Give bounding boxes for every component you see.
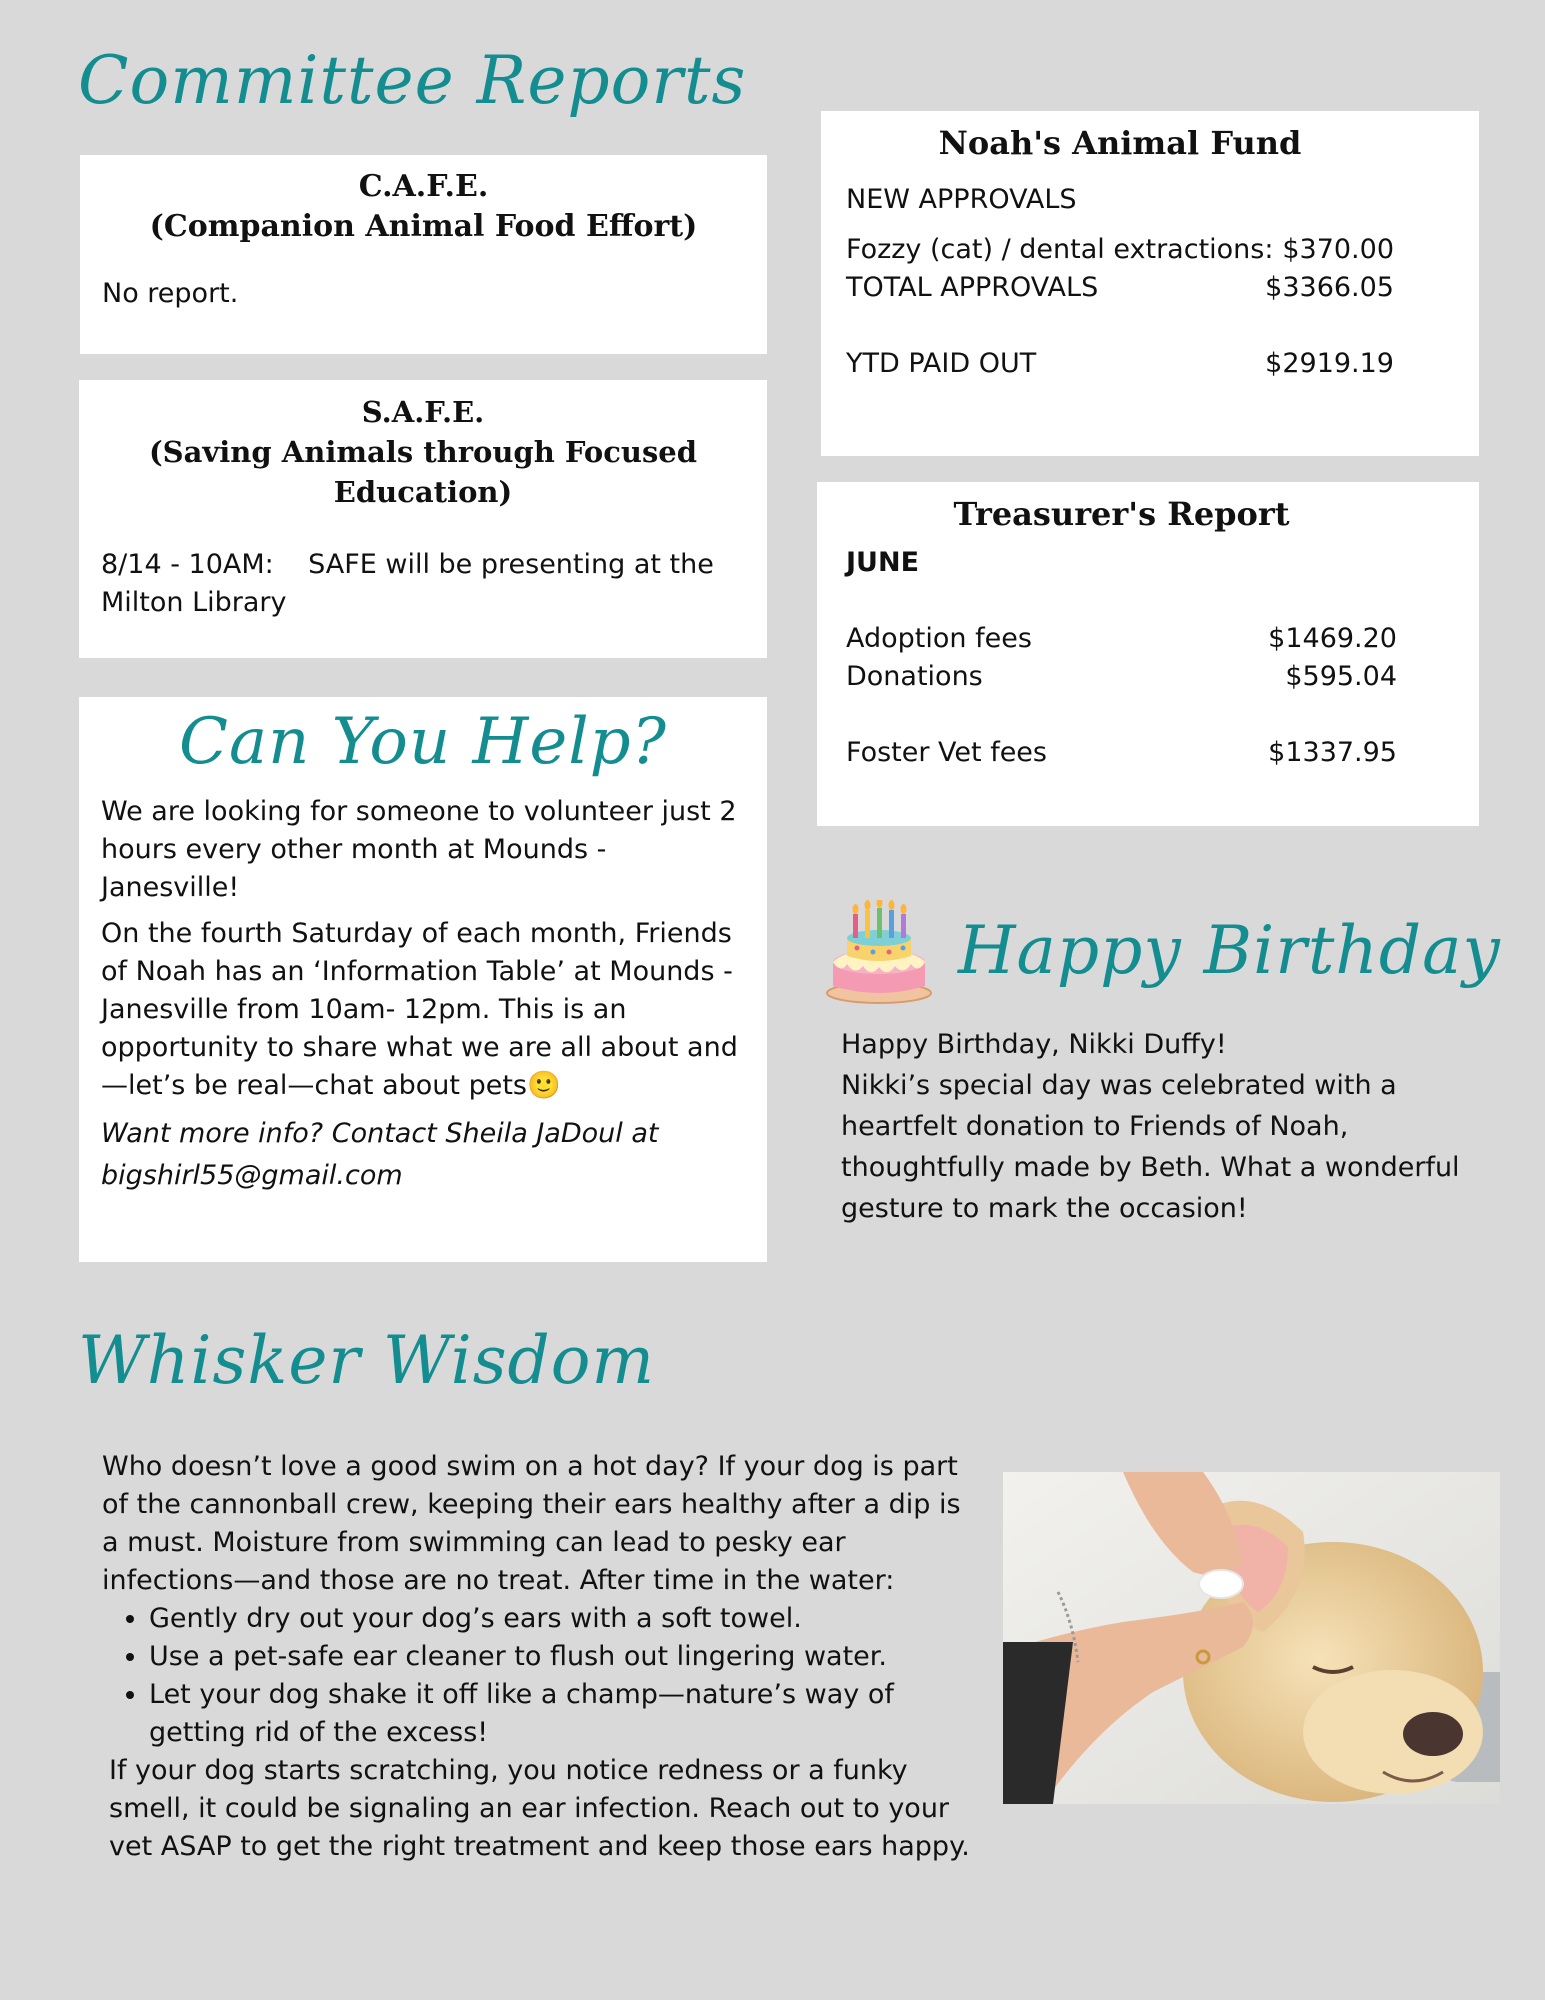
treasurer-foster-row (846, 734, 1397, 772)
birthday-message (841, 1024, 1481, 1229)
treasurer-row (846, 620, 1397, 658)
safe-title-line1: S.A.F.E. (361, 395, 485, 429)
fund-row-label: Fozzy (cat) / dental extractions: (846, 234, 1274, 265)
help-paragraph-2: On the fourth Saturday of each month, Friends of Noah has an ‘Information Table’ at Mounds - Janesville from 10am- 12pm. This is an opportunity to share what we are all about and—let’s be real—chat about pets🙂 (101, 918, 738, 1101)
whisker-wisdom-body (102, 1448, 982, 1866)
treasurer-foster-amount: $1337.95 (1268, 737, 1397, 768)
cafe-title (102, 167, 745, 247)
fund-row (846, 269, 1394, 307)
safe-title-line2: (Saving Animals through Focused Education) (148, 435, 698, 509)
list-item: • Use a pet-safe ear cleaner to flush out lingering water. (149, 1638, 982, 1676)
safe-card (79, 380, 767, 658)
cafe-card (80, 155, 767, 354)
cafe-body: No report. (102, 278, 239, 309)
treasurer-month: JUNE (846, 547, 920, 578)
treasurer-row-amount: $595.04 (1285, 661, 1397, 692)
fund-row (846, 231, 1394, 269)
committee-reports-heading: Committee Reports (78, 42, 747, 119)
safe-body: 8/14 - 10AM: SAFE will be presenting at the Milton Library (101, 549, 723, 618)
can-you-help-heading: Can You Help? (179, 705, 667, 779)
treasurer-row-label: Donations (846, 661, 983, 692)
help-contact: Want more info? Contact Sheila JaDoul at bigshirl55@gmail.com (101, 1118, 659, 1191)
birthday-body: Nikki’s special day was celebrated with a heartfelt donation to Friends of Noah, thoughtfully made by Beth. What a wonderful gesture to mark the occasion! (841, 1070, 1460, 1224)
list-item: • Let your dog shake it off like a champ—nature’s way of getting rid of the excess! (149, 1676, 982, 1752)
fund-ytd-label: YTD PAID OUT (846, 348, 1037, 379)
treasurer-title: Treasurer's Report (953, 495, 1290, 533)
treasurer-foster-label: Foster Vet fees (846, 737, 1047, 768)
fund-ytd-amount: $2919.19 (1265, 348, 1394, 379)
fund-row-amount: $3366.05 (1265, 272, 1394, 303)
treasurer-row-amount: $1469.20 (1268, 623, 1397, 654)
birthday-cake-icon (823, 900, 935, 1005)
cafe-title-line2: (Companion Animal Food Effort) (149, 209, 698, 244)
whisker-tips-list (102, 1600, 982, 1752)
animal-fund-card (821, 111, 1479, 456)
fund-new-approvals: NEW APPROVALS (846, 184, 1077, 215)
fund-title: Noah's Animal Fund (938, 124, 1302, 162)
whisker-closing: If your dog starts scratching, you notice redness or a funky smell, it could be signaling an ear infection. Reach out to your vet ASAP to get the right treatment and keep those ears happy. (109, 1755, 970, 1862)
treasurer-row-label: Adoption fees (846, 623, 1032, 654)
whisker-intro: Who doesn’t love a good swim on a hot day? If your dog is part of the cannonball crew, keeping their ears healthy after a dip is a must. Moisture from swimming can lead to pesky ear infections—and those are no treat. After time in the water: (102, 1451, 961, 1596)
treasurer-row (846, 658, 1397, 696)
happy-birthday-heading: Happy Birthday (958, 912, 1501, 989)
list-item: • Gently dry out your dog’s ears with a soft towel. (149, 1600, 982, 1638)
birthday-line1: Happy Birthday, Nikki Duffy! (841, 1029, 1227, 1060)
fund-ytd-row (846, 345, 1394, 383)
can-you-help-card (79, 697, 767, 1262)
safe-title (101, 392, 745, 512)
whisker-wisdom-heading: Whisker Wisdom (78, 1322, 656, 1399)
help-paragraph-1: We are looking for someone to volunteer just 2 hours every other month at Mounds - Janesville! (101, 796, 737, 903)
cafe-title-line1: C.A.F.E. (358, 169, 489, 204)
fund-row-amount: $370.00 (1282, 234, 1394, 265)
fund-row-label: TOTAL APPROVALS (846, 272, 1099, 303)
dog-ear-cleaning-photo (1003, 1472, 1500, 1804)
treasurer-card (817, 482, 1479, 826)
